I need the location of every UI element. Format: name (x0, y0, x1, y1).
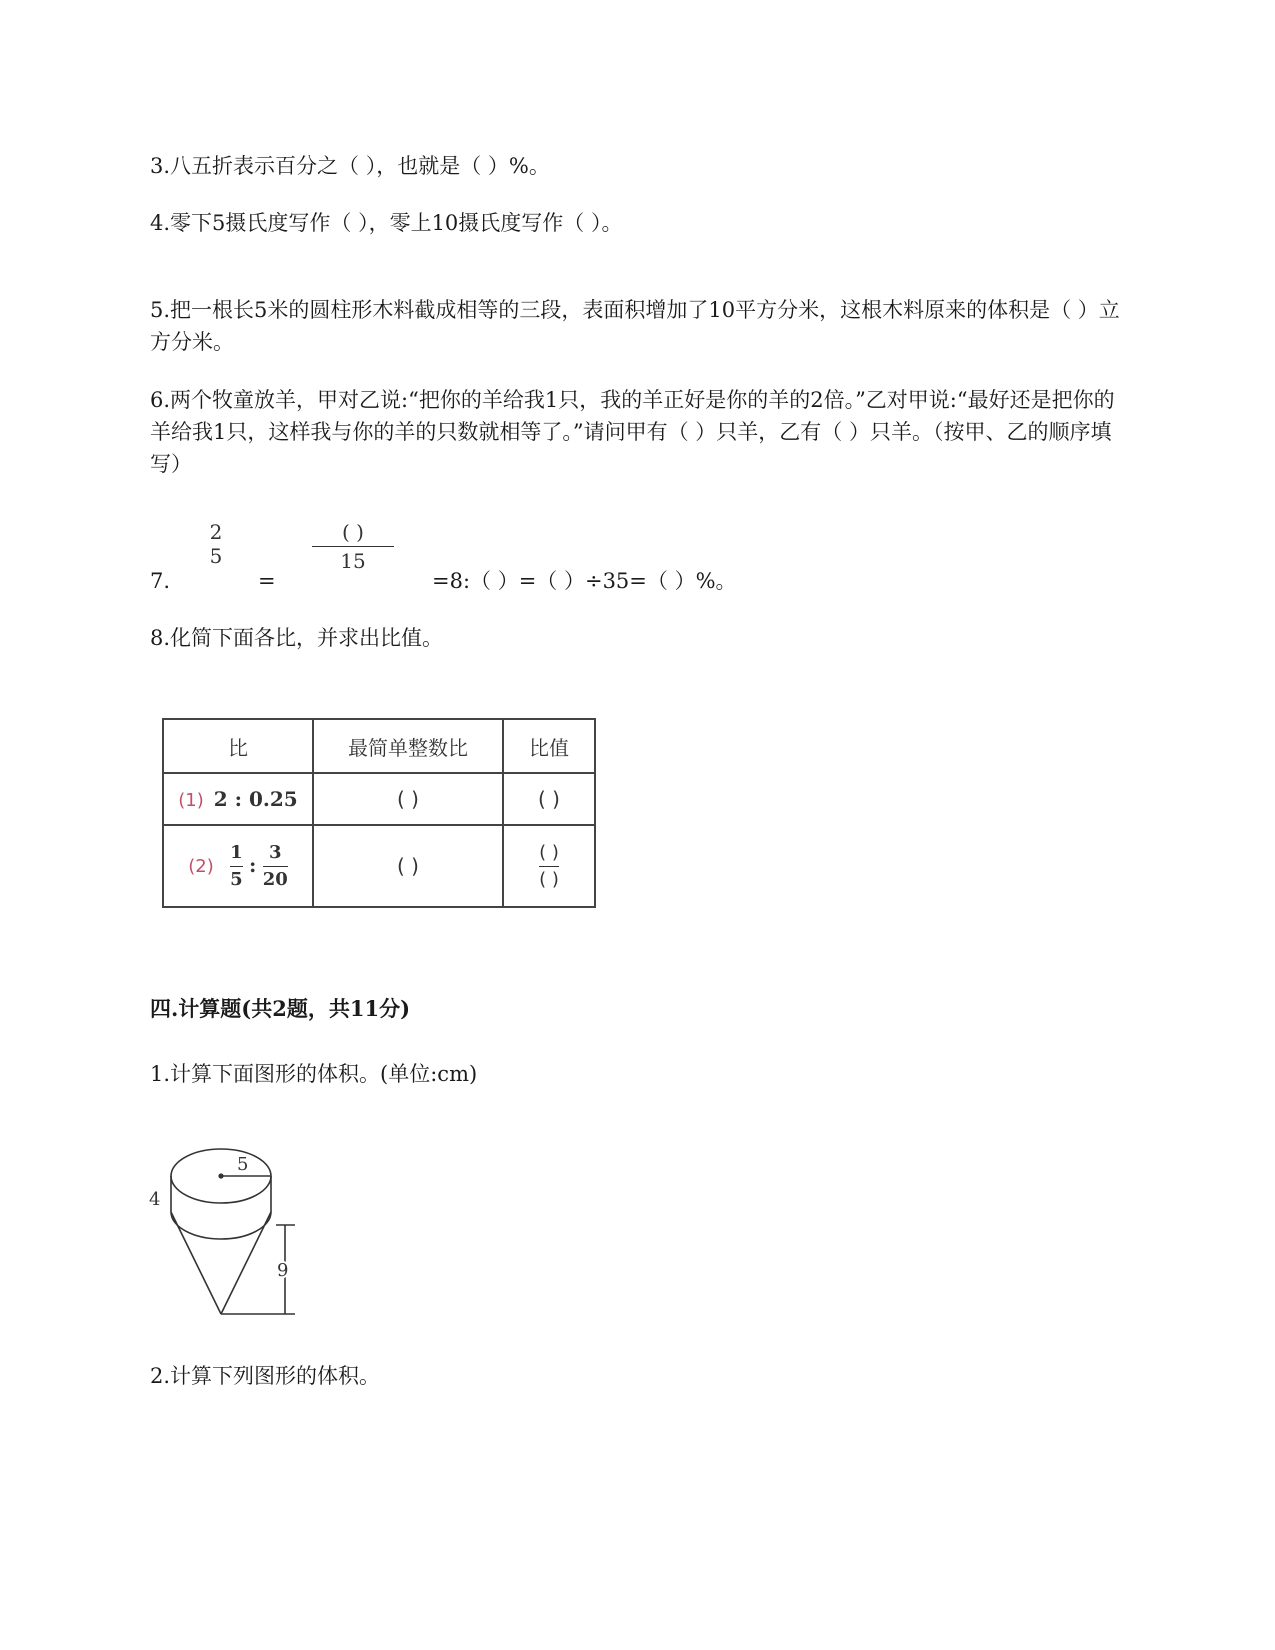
ratio-expression: 2 : 0.25 (213, 787, 298, 811)
fraction-denominator: 5 (209, 544, 223, 568)
table-row (163, 825, 595, 907)
header-ratio-value: 比值 (503, 719, 595, 773)
section-heading: 四.计算题(共2题，共11分) (150, 996, 411, 1021)
question-7-fraction-2-5 (204, 520, 228, 568)
question-7-equals: = (258, 569, 276, 593)
ratio-colon: : (248, 852, 257, 877)
question-3: 3.八五折表示百分之（ ），也就是（ ）%。 (150, 154, 550, 178)
question-8: 8.化简下面各比，并求出比值。 (150, 626, 444, 650)
row1-value-blank: ( ) (503, 773, 595, 825)
fraction-one-fifth (230, 842, 243, 891)
header-ratio: 比 (163, 719, 313, 773)
radius-label: 5 (237, 1154, 249, 1175)
table-header-row (163, 719, 595, 773)
value-fraction-blank (539, 842, 559, 891)
cone-left-edge (171, 1212, 221, 1314)
cylinder-bottom-arc (171, 1212, 271, 1239)
section4-question-2: 2.计算下列图形的体积。 (150, 1364, 381, 1388)
row-index: (1) (178, 790, 204, 811)
fraction-denominator: 5 (230, 868, 243, 890)
fraction-bar (230, 866, 243, 867)
question-5: 5.把一根长5米的圆柱形木料截成相等的三段，表面积增加了10平方分米，这根木料原来的体积是（ ）立方分米。 (150, 298, 1120, 354)
ratio-table (162, 718, 596, 908)
question-6: 6.两个牧童放羊，甲对乙说:“把你的羊给我1只，我的羊正好是你的羊的2倍。”乙对甲说:“最好还是把你的羊给我1只，这样我与你的羊的只数就相等了。”请问甲有（ ）只羊，乙有（ ）只羊。（按甲、乙的顺序填写） (150, 388, 1115, 476)
section4-question-1: 1.计算下面图形的体积。(单位:cm) (150, 1062, 478, 1086)
fraction-numerator: 2 (209, 520, 223, 544)
row2-value-cell (503, 825, 595, 907)
row1-simplest-blank: ( ) (313, 773, 503, 825)
question-4: 4.零下5摄氏度写作（ ），零上10摄氏度写作（ ）。 (150, 211, 623, 235)
fraction-denominator: 20 (262, 868, 288, 890)
fraction-denominator: ( ) (539, 868, 559, 890)
center-point (218, 1173, 223, 1178)
cylinder-cone-figure (145, 1130, 315, 1330)
row2-ratio-cell (163, 825, 313, 907)
fraction-bar (312, 546, 394, 547)
cylinder-height-label: 4 (149, 1189, 161, 1210)
question-7-fraction-blank-15 (312, 520, 394, 573)
row2-simplest-blank: ( ) (313, 825, 503, 907)
fraction-numerator: 3 (268, 841, 282, 863)
header-simplest-ratio: 最简单整数比 (313, 719, 503, 773)
question-7-label: 7. (150, 569, 171, 593)
row1-ratio-cell (163, 773, 313, 825)
fraction-numerator: 1 (230, 841, 243, 863)
cone-right-edge (221, 1212, 271, 1314)
cone-height-label: 9 (277, 1260, 289, 1281)
row-index: (2) (188, 855, 214, 877)
fraction-numerator: ( ) (539, 841, 559, 863)
fraction-bar (539, 866, 559, 867)
fraction-denominator: 15 (340, 549, 366, 573)
table-row (163, 773, 595, 825)
fraction-numerator: ( ) (342, 520, 364, 544)
question-7-tail: =8:（ ）=（ ）÷35=（ ）%。 (432, 569, 737, 593)
fraction-bar (263, 866, 288, 867)
fraction-three-twentieths (263, 842, 288, 891)
